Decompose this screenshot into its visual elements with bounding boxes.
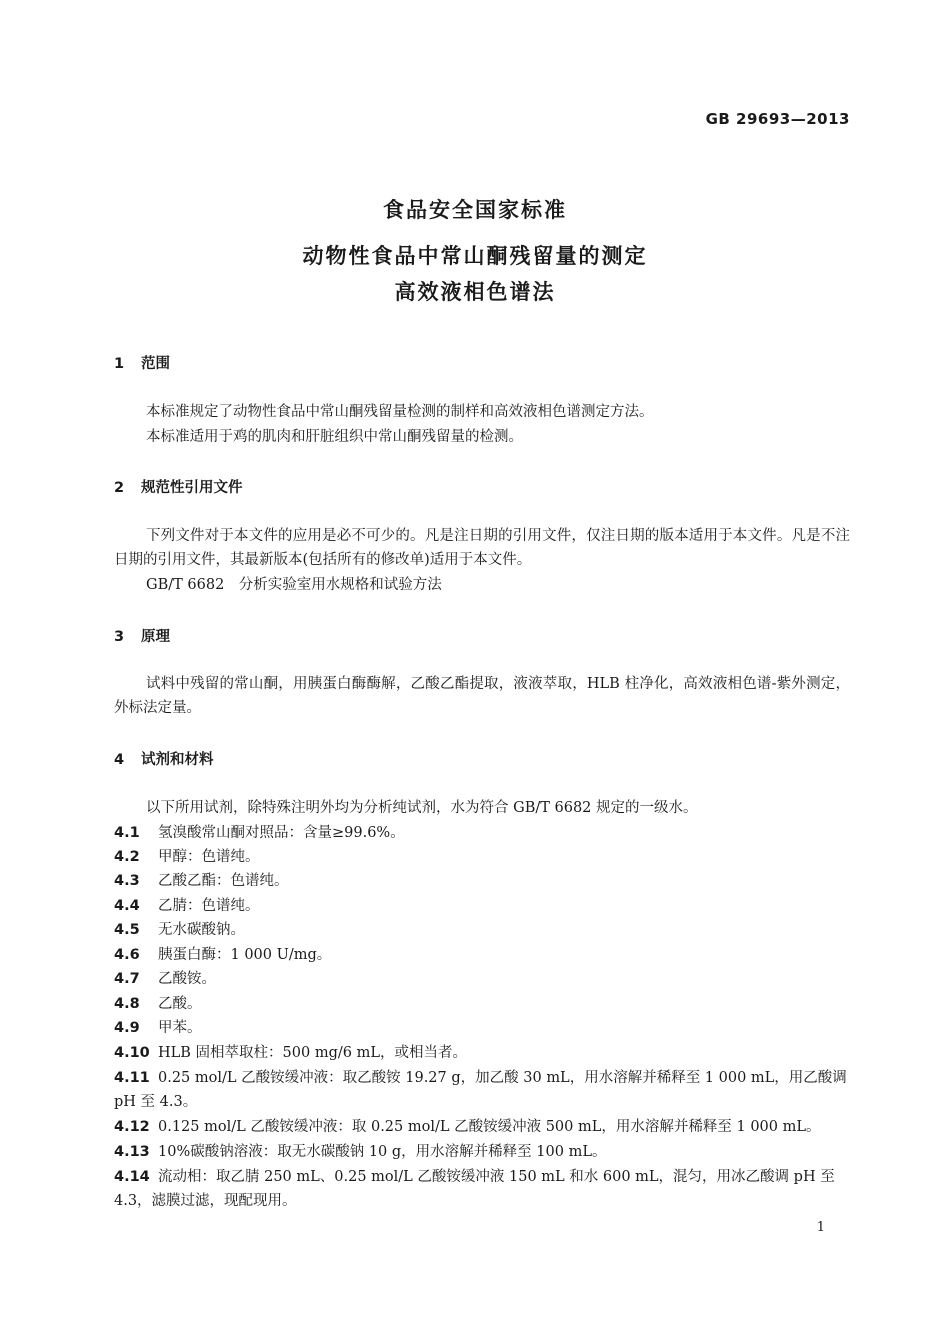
section-3-heading: [114, 625, 170, 646]
reagent-item: [114, 1115, 850, 1139]
reagent-item: [114, 894, 850, 918]
item-text: 乙酸乙酯：色谱纯。: [158, 873, 289, 889]
reagent-item: [114, 1066, 850, 1114]
section-number: 3: [114, 629, 125, 645]
section-4-intro: 以下所用试剂，除特殊注明外均为分析纯试剂，水为符合 GB/T 6682 规定的一级水。: [146, 800, 698, 816]
item-text: 甲苯。: [158, 1020, 202, 1036]
section-title: 原理: [141, 629, 170, 645]
item-number: 4.7: [114, 971, 140, 987]
section-2-heading: [114, 476, 243, 497]
reagent-item: [114, 869, 850, 893]
title-line-3: 高效液相色谱法: [394, 280, 556, 304]
item-number: 4.12: [114, 1119, 150, 1135]
item-number: 4.11: [114, 1070, 150, 1086]
reagent-item: [114, 1016, 850, 1040]
title-line-1: 食品安全国家标准: [383, 198, 567, 222]
reagent-item: [114, 1165, 850, 1213]
standard-number: GB 29693—2013: [705, 110, 850, 128]
item-text: HLB 固相萃取柱：500 mg/6 mL，或相当者。: [158, 1045, 467, 1061]
item-number: 4.13: [114, 1144, 150, 1160]
reagent-item: [114, 918, 850, 942]
item-number: 4.8: [114, 996, 140, 1012]
section-2-paragraph-1: 下列文件对于本文件的应用是必不可少的。凡是注日期的引用文件，仅注日期的版本适用于本文件。凡是不注日期的引用文件，其最新版本(包括所有的修改单)适用于本文件。: [114, 528, 850, 568]
reagent-item: [114, 992, 850, 1016]
reagent-item: [114, 821, 850, 845]
item-number: 4.14: [114, 1169, 150, 1185]
item-text: 0.125 mol/L 乙酸铵缓冲液：取 0.25 mol/L 乙酸铵缓冲液 500 mL，用水溶解并稀释至 1 000 mL。: [158, 1119, 821, 1135]
section-4-heading: [114, 748, 214, 769]
section-title: 试剂和材料: [141, 752, 214, 768]
section-1-heading: [114, 352, 170, 373]
item-number: 4.10: [114, 1045, 150, 1061]
reagent-item: [114, 1041, 850, 1065]
section-2-reference: GB/T 6682 分析实验室用水规格和试验方法: [146, 577, 442, 593]
item-text: 流动相：取乙腈 250 mL、0.25 mol/L 乙酸铵缓冲液 150 mL 和水 600 mL，混匀，用冰乙酸调 pH 至 4.3，滤膜过滤，现配现用。: [114, 1169, 835, 1209]
item-text: 乙酸铵。: [158, 971, 216, 987]
section-title: 规范性引用文件: [141, 480, 243, 496]
reagent-item: [114, 967, 850, 991]
item-text: 乙酸。: [158, 996, 202, 1012]
item-text: 乙腈：色谱纯。: [158, 898, 260, 914]
section-number: 2: [114, 480, 125, 496]
item-text: 氢溴酸常山酮对照品：含量≥99.6%。: [158, 825, 405, 841]
reagent-item: [114, 943, 850, 967]
item-number: 4.1: [114, 825, 140, 841]
item-number: 4.9: [114, 1020, 140, 1036]
section-3-paragraph-1: 试料中残留的常山酮，用胰蛋白酶酶解，乙酸乙酯提取，液液萃取，HLB 柱净化，高效液相色谱-紫外测定，外标法定量。: [114, 676, 850, 716]
item-number: 4.4: [114, 898, 140, 914]
section-1-paragraph-2: 本标准适用于鸡的肌肉和肝脏组织中常山酮残留量的检测。: [146, 429, 523, 445]
section-1-paragraph-1: 本标准规定了动物性食品中常山酮残留量检测的制样和高效液相色谱测定方法。: [146, 404, 654, 420]
item-number: 4.5: [114, 922, 140, 938]
item-text: 10%碳酸钠溶液：取无水碳酸钠 10 g，用水溶解并稀释至 100 mL。: [158, 1144, 607, 1160]
item-number: 4.6: [114, 947, 140, 963]
item-text: 甲醇：色谱纯。: [158, 849, 260, 865]
item-text: 0.25 mol/L 乙酸铵缓冲液：取乙酸铵 19.27 g，加乙酸 30 mL，用水溶解并稀释至 1 000 mL，用乙酸调 pH 至 4.3。: [114, 1070, 847, 1110]
page-number: 1: [816, 1220, 825, 1235]
item-text: 胰蛋白酶：1 000 U/mg。: [158, 947, 332, 963]
item-number: 4.2: [114, 849, 140, 865]
item-number: 4.3: [114, 873, 140, 889]
reagent-item: [114, 845, 850, 869]
section-title: 范围: [141, 356, 170, 372]
item-text: 无水碳酸钠。: [158, 922, 245, 938]
title-line-2: 动物性食品中常山酮残留量的测定: [302, 244, 648, 268]
section-number: 4: [114, 752, 125, 768]
reagent-item: [114, 1140, 850, 1164]
section-number: 1: [114, 356, 125, 372]
